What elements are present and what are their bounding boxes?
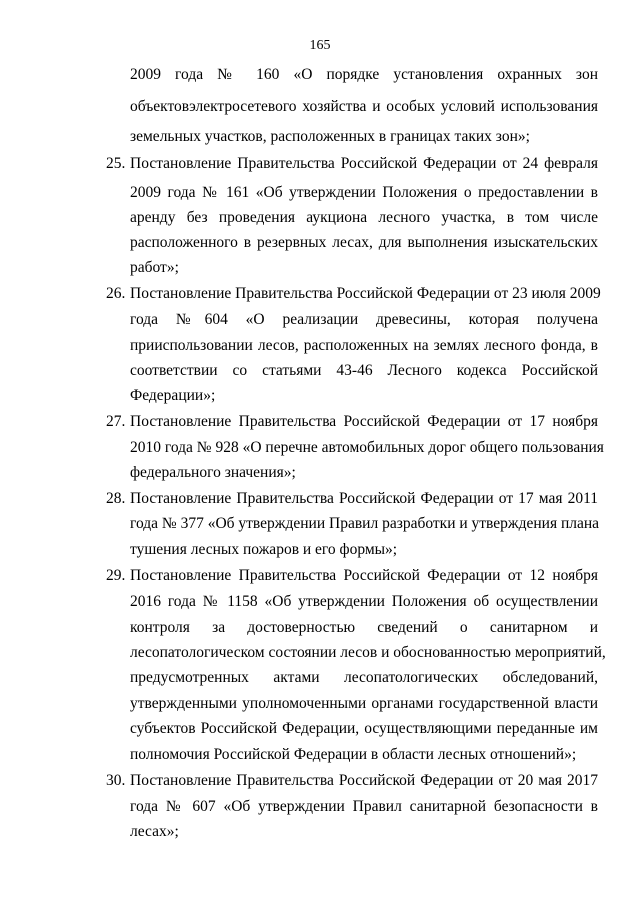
list-item-line: 2016 года № 1158 «Об утверждении Положения об осуществлении bbox=[130, 593, 598, 610]
list-item-line: Постановление Правительства Российской Федерации от 17 мая 2011 bbox=[130, 490, 598, 507]
list-item-line: года № 377 «Об утверждении Правил разработки и утверждения плана bbox=[130, 515, 600, 532]
list-item-number: 29. bbox=[106, 567, 126, 584]
page-number: 165 bbox=[309, 38, 331, 53]
list-item-number: 27. bbox=[106, 413, 126, 430]
continuation-line: земельных участков, расположенных в границах таких зон»; bbox=[130, 128, 530, 145]
list-item-line: Постановление Правительства Российской Федерации от 23 июля 2009 bbox=[130, 285, 601, 302]
list-item-line: Постановление Правительства Российской Федерации от 17 ноября bbox=[130, 413, 598, 430]
list-item-line: года №604 «О реализации древесины, которая получена bbox=[130, 311, 598, 328]
list-item-line: расположенного в резервных лесах, для выполнения изыскательских bbox=[130, 234, 598, 251]
list-item-line: работ»; bbox=[130, 259, 179, 276]
list-item-line: субъектов Российской Федерации, осуществляющими переданные им bbox=[130, 720, 598, 737]
list-item-line: контроля за достоверностью сведений о санитарном и bbox=[130, 619, 598, 636]
list-item-line: Постановление Правительства Российской Федерации от 12 ноября bbox=[130, 567, 598, 584]
list-item-line: предусмотренных актами лесопатологических обследований, bbox=[130, 669, 598, 686]
list-item-number: 26. bbox=[106, 285, 126, 302]
continuation-line: объектовэлектросетевого хозяйства и особых условий использования bbox=[130, 98, 598, 115]
list-item-number: 30. bbox=[106, 772, 126, 789]
list-item-number: 25. bbox=[106, 155, 126, 172]
list-item-line: лесопатологическом состоянии лесов и обоснованностью мероприятий, bbox=[130, 644, 606, 661]
continuation-line: 2009 года № 160 «О порядке установления охранных зон bbox=[130, 66, 598, 83]
list-item-line: федерального значения»; bbox=[130, 464, 296, 481]
list-item-line: тушения лесных пожаров и его формы»; bbox=[130, 541, 398, 558]
list-item-line: Постановление Правительства Российской Федерации от 24 февраля bbox=[130, 155, 598, 172]
list-item-line: 2009 года № 161 «Об утверждении Положения о предоставлении в bbox=[130, 184, 598, 201]
list-item-line: полномочия Российской Федерации в области лесных отношений»; bbox=[130, 746, 577, 763]
list-item-line: Федерации»; bbox=[130, 387, 216, 404]
list-item-line: утвержденными уполномоченными органами государственной власти bbox=[130, 695, 598, 712]
list-item-line: лесах»; bbox=[130, 823, 179, 840]
list-item-line: года № 607 «Об утверждении Правил санитарной безопасности в bbox=[130, 798, 598, 815]
list-item-number: 28. bbox=[106, 490, 126, 507]
list-item-line: 2010 года № 928 «О перечне автомобильных дорог общего пользования bbox=[130, 439, 604, 456]
list-item-line: аренду без проведения аукциона лесного участка, в том числе bbox=[130, 209, 598, 226]
list-item-line: соответствии со статьями 43-46 Лесного кодекса Российской bbox=[130, 362, 598, 379]
list-item-line: прииспользовании лесов, расположенных на землях лесного фонда, в bbox=[130, 337, 598, 354]
list-item-line: Постановление Правительства Российской Федерации от 20 мая 2017 bbox=[130, 772, 598, 789]
